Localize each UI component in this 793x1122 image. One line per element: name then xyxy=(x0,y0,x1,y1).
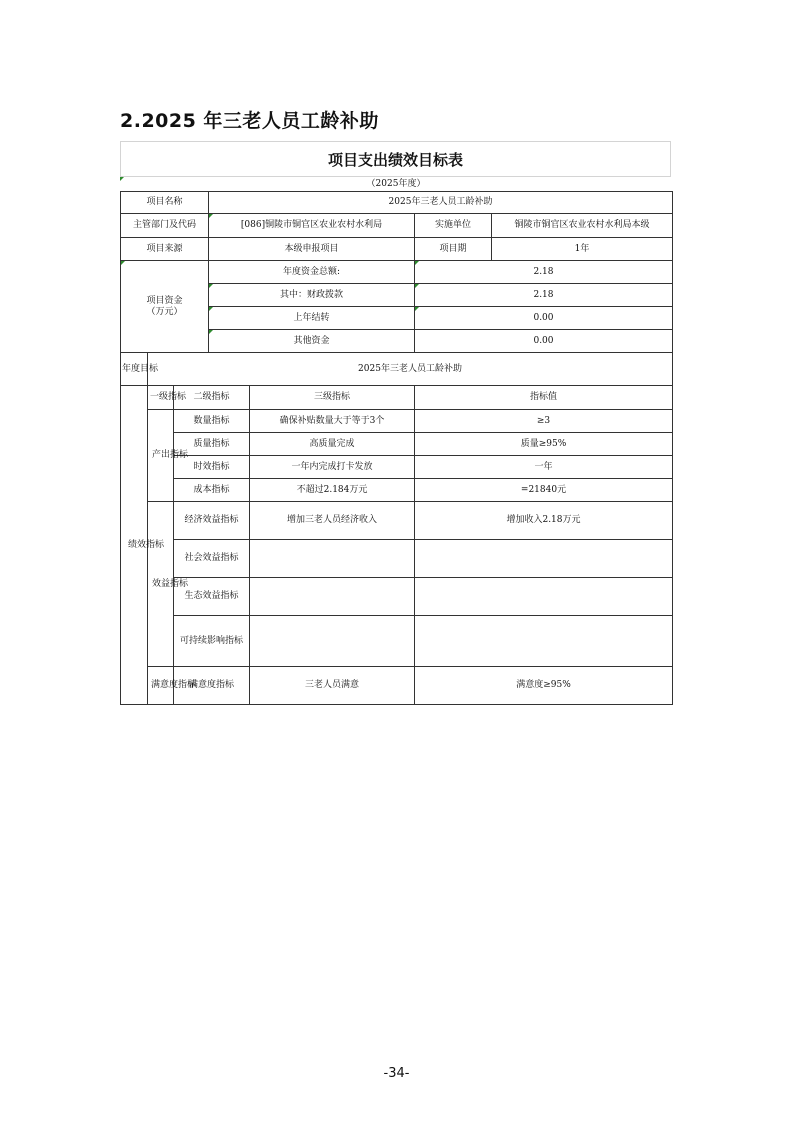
level2-header: 二级指标 xyxy=(174,386,250,410)
goal-value: 2025年三老人员工龄补助 xyxy=(148,353,673,386)
fund-item-value: 2.18 xyxy=(415,261,673,284)
level2-cell: 满意度指标 xyxy=(174,667,250,705)
level2-cell: 成本指标 xyxy=(174,479,250,502)
row-department xyxy=(121,214,673,238)
benefit-label: 效益指标 xyxy=(148,502,174,667)
fund-item-label: 上年结转 xyxy=(209,307,415,330)
level3-cell: 一年内完成打卡发放 xyxy=(250,456,415,479)
level3-header: 三级指标 xyxy=(250,386,415,410)
level2-cell: 社会效益指标 xyxy=(174,540,250,578)
level3-cell: 高质量完成 xyxy=(250,433,415,456)
dept-value: [086]铜陵市铜官区农业农村水利局 xyxy=(209,214,415,238)
impl-label: 实施单位 xyxy=(415,214,492,238)
row-funds-total xyxy=(121,261,673,284)
row-indicator-header xyxy=(121,386,673,410)
level3-cell xyxy=(250,578,415,616)
value-cell xyxy=(415,578,673,616)
level2-cell: 生态效益指标 xyxy=(174,578,250,616)
fund-item-value: 2.18 xyxy=(415,284,673,307)
level2-cell: 数量指标 xyxy=(174,410,250,433)
fund-item-value: 0.00 xyxy=(415,307,673,330)
section-heading: 2.2025 年三老人员工龄补助 xyxy=(120,110,379,132)
value-header: 指标值 xyxy=(415,386,673,410)
value-cell: ≥3 xyxy=(415,410,673,433)
value-cell xyxy=(415,540,673,578)
level3-cell: 不超过2.184万元 xyxy=(250,479,415,502)
dept-label: 主管部门及代码 xyxy=(121,214,209,238)
level2-cell: 质量指标 xyxy=(174,433,250,456)
period-value: 1年 xyxy=(492,238,673,261)
form-title: 项目支出绩效目标表 xyxy=(120,141,671,177)
value-cell: 一年 xyxy=(415,456,673,479)
project-name-value: 2025年三老人员工龄补助 xyxy=(209,192,673,214)
goal-label: 年度目标 xyxy=(121,353,148,386)
table-row xyxy=(121,667,673,705)
level1-header: 一级指标 xyxy=(148,386,174,410)
level3-cell: 三老人员满意 xyxy=(250,667,415,705)
satisfaction-label: 满意度指标 xyxy=(148,667,174,705)
table-row xyxy=(121,578,673,616)
row-annual-goal xyxy=(121,353,673,386)
cell-marker xyxy=(120,177,124,181)
level2-cell: 时效指标 xyxy=(174,456,250,479)
value-cell: 满意度≥95% xyxy=(415,667,673,705)
table-row xyxy=(121,456,673,479)
fund-item-label: 年度资金总额: xyxy=(209,261,415,284)
table-row xyxy=(121,479,673,502)
performance-form xyxy=(120,141,672,719)
perf-label: 绩效指标 xyxy=(121,386,148,705)
source-value: 本级申报项目 xyxy=(209,238,415,261)
funds-label: 项目资金 xyxy=(146,295,183,306)
period-label: 项目期 xyxy=(415,238,492,261)
level3-cell: 增加三老人员经济收入 xyxy=(250,502,415,540)
value-cell: 质量≥95% xyxy=(415,433,673,456)
table-row xyxy=(121,616,673,667)
row-project-name xyxy=(121,192,673,214)
level2-cell: 可持续影响指标 xyxy=(174,616,250,667)
fund-item-value: 0.00 xyxy=(415,330,673,353)
impl-value: 铜陵市铜官区农业农村水利局本级 xyxy=(492,214,673,238)
table-row xyxy=(121,433,673,456)
fund-item-label: 其中：财政拨款 xyxy=(209,284,415,307)
source-label: 项目来源 xyxy=(121,238,209,261)
table-row xyxy=(121,410,673,433)
funds-unit: （万元） xyxy=(146,306,183,317)
page-number: -34- xyxy=(383,1066,410,1081)
project-name-label: 项目名称 xyxy=(121,192,209,214)
value-cell xyxy=(415,616,673,667)
funds-label-cell xyxy=(121,261,209,353)
output-label: 产出指标 xyxy=(148,410,174,502)
table-row xyxy=(121,540,673,578)
fund-item-label: 其他资金 xyxy=(209,330,415,353)
level3-cell: 确保补贴数量大于等于3个 xyxy=(250,410,415,433)
table-row xyxy=(121,502,673,540)
value-cell: =21840元 xyxy=(415,479,673,502)
level3-cell xyxy=(250,540,415,578)
row-source xyxy=(121,238,673,261)
level2-cell: 经济效益指标 xyxy=(174,502,250,540)
form-year: （2025年度） xyxy=(366,179,426,189)
performance-table xyxy=(120,191,673,705)
level3-cell xyxy=(250,616,415,667)
value-cell: 增加收入2.18万元 xyxy=(415,502,673,540)
